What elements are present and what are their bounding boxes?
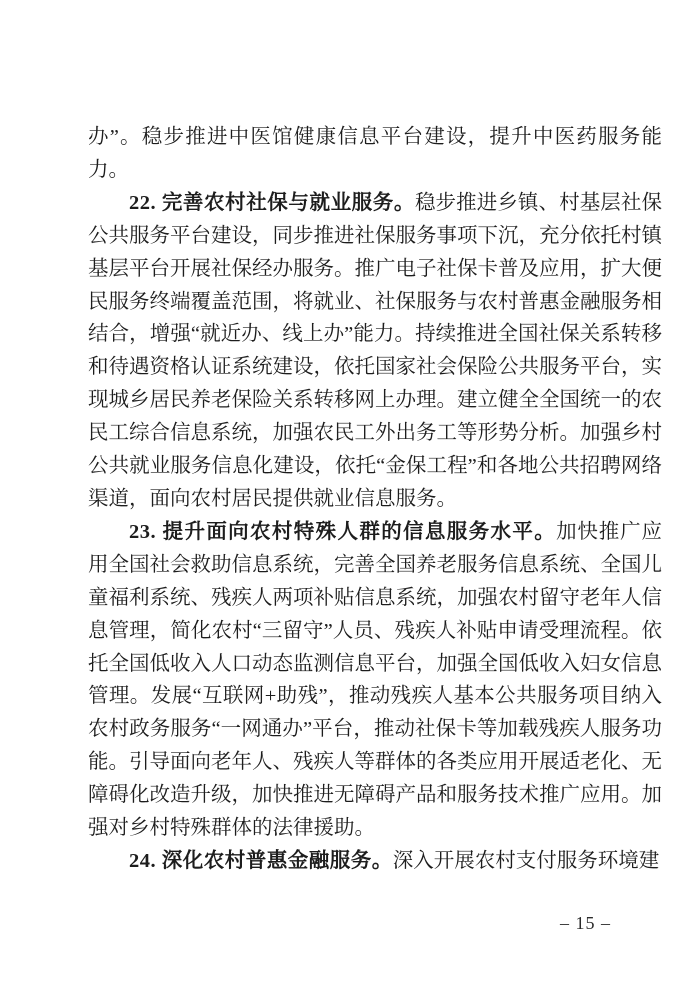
paragraph-text: 深入开展农村支付服务环境建 [392, 849, 660, 872]
paragraph-heading: 22. 完善农村社保与就业服务。 [129, 191, 415, 214]
paragraph-heading: 24. 深化农村普惠金融服务。 [129, 849, 393, 872]
paragraph-text: 办”。稳步推进中医馆健康信息平台建设，提升中医药服务能力。 [88, 126, 662, 181]
document-body [88, 121, 662, 878]
paragraph-24 [88, 845, 662, 878]
paragraph-text: 加快推广应用全国社会救助信息系统，完善全国养老服务信息系统、全国儿童福利系统、残疾人两项补贴信息系统，加强农村留守老年人信息管理，简化农村“三留守”人员、残疾人补贴申请受理流程。依托全国低收入人口动态监测信息平台，加强全国低收入妇女信息管理。发展“互联网+助残”，推动残疾人基本公共服务项目纳入农村政务服务“一网通办”平台，推动社保卡等加载残疾人服务功能。引导面向老年人、残疾人等群体的各类应用开展适老化、无障碍化改造升级，加快推进无障碍产品和服务技术推广应用。加强对乡村特殊群体的法律援助。 [88, 520, 663, 840]
paragraph-23 [88, 516, 662, 845]
paragraph-heading: 23. 提升面向农村特殊人群的信息服务水平。 [129, 520, 557, 543]
paragraph-22 [88, 187, 662, 516]
page-number: – 15 – [560, 913, 611, 933]
paragraph-text: 稳步推进乡镇、村基层社保公共服务平台建设，同步推进社保服务事项下沉，充分依托村镇基层平台开展社保经办服务。推广电子社保卡普及应用，扩大便民服务终端覆盖范围，将就业、社保服务与农村普惠金融服务相结合，增强“就近办、线上办”能力。持续推进全国社保关系转移和待遇资格认证系统建设，依托国家社会保险公共服务平台，实现城乡居民养老保险关系转移网上办理。建立健全全国统一的农民工综合信息系统，加强农民工外出务工等形势分析。加强乡村公共就业服务信息化建设，依托“金保工程”和各地公共招聘网络渠道，面向农村居民提供就业信息服务。 [88, 191, 662, 510]
paragraph-continuation [88, 121, 662, 187]
